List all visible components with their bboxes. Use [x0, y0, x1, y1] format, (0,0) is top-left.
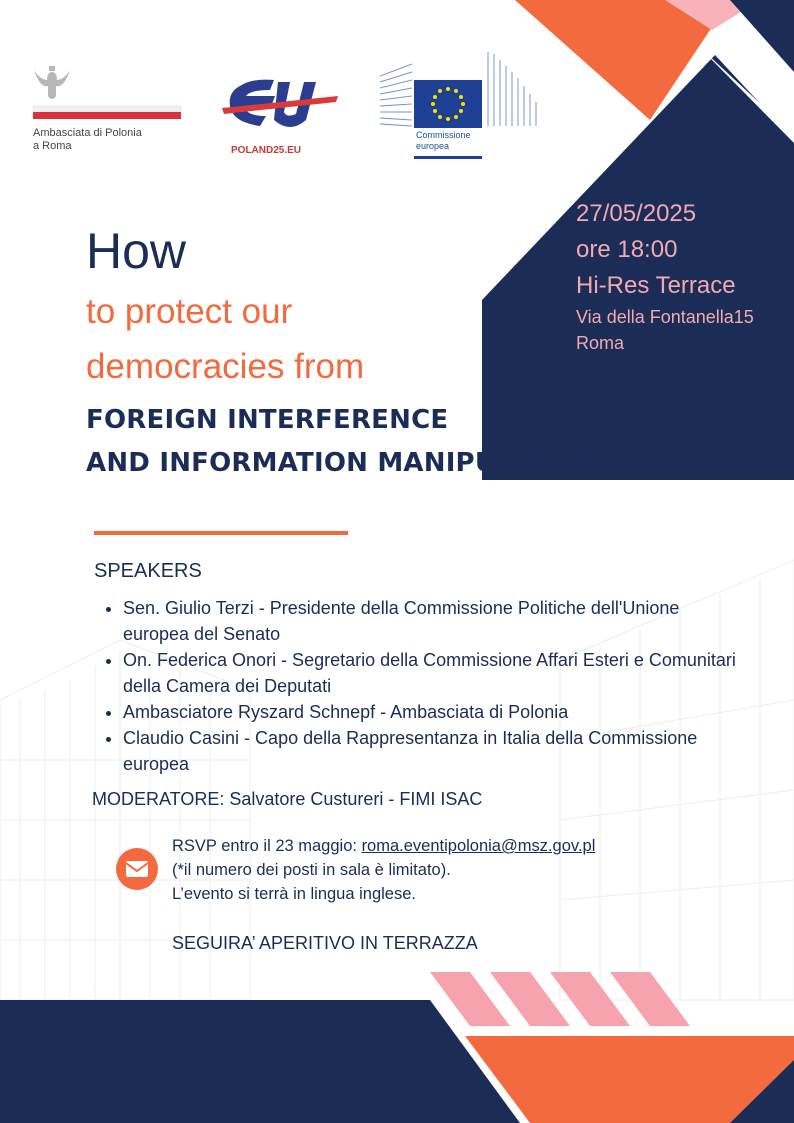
- rsvp-note: (*il numero dei posti in sala è limitato).: [172, 861, 451, 879]
- rsvp-block: [172, 834, 595, 906]
- rsvp-email-link[interactable]: roma.eventipolonia@msz.gov.pl: [361, 837, 596, 855]
- mail-button[interactable]: [116, 848, 158, 890]
- event-time: ore 18:00: [576, 236, 678, 263]
- orange-divider: [94, 531, 348, 535]
- event-city: Roma: [576, 333, 625, 353]
- event-address: Via della Fontanella15: [576, 307, 754, 327]
- speaker-item: • Sen. Giulio Terzi - Presidente della Commissione Politiche dell'Unione europea del Senato: [123, 595, 743, 647]
- title-line-4: FOREIGN INTERFERENCE: [86, 405, 449, 435]
- envelope-icon: [116, 848, 158, 890]
- polish-eagle-logo: [30, 58, 185, 124]
- event-date: 27/05/2025: [576, 200, 697, 227]
- bottom-navy-band: [0, 1000, 520, 1123]
- title-line-3: democracies from: [86, 347, 365, 386]
- poland25-label: POLAND25.EU: [231, 145, 302, 156]
- speaker-item: • Ambasciatore Ryszard Schnepf - Ambasciata di Polonia: [123, 699, 743, 725]
- speakers-heading: SPEAKERS: [94, 560, 202, 582]
- event-venue: Hi-Res Terrace: [576, 272, 736, 299]
- embassy-name: [33, 127, 142, 153]
- commission-label: [416, 130, 471, 152]
- rsvp-prefix: RSVP entro il 23 maggio:: [172, 837, 362, 855]
- speaker-item: • On. Federica Onori - Segretario della Commissione Affari Esteri e Comunitari della Camera dei Deputati: [123, 647, 743, 699]
- commission-line-2: europea: [416, 141, 450, 151]
- embassy-line-1: Ambasciata di Polonia: [33, 127, 142, 139]
- commission-line-1: Commissione: [416, 130, 471, 140]
- title-line-5: AND INFORMATION MANIPULATION?: [86, 448, 619, 478]
- rsvp-language: L’evento si terrà in lingua inglese.: [172, 885, 416, 903]
- speakers-list: [105, 595, 743, 777]
- rsvp-line: [172, 834, 595, 858]
- embassy-line-2: a Roma: [33, 140, 72, 152]
- title-line-2: to protect our: [86, 292, 293, 331]
- speaker-item: • Claudio Casini - Capo della Rappresentanza in Italia della Commissione europea: [123, 725, 743, 777]
- poland25-logo: [220, 76, 345, 140]
- title-how: How: [86, 223, 187, 279]
- aperitivo-note: SEGUIRA’ APERITIVO IN TERRAZZA: [172, 933, 478, 953]
- moderator: MODERATORE: Salvatore Custureri - FIMI ISAC: [92, 789, 483, 809]
